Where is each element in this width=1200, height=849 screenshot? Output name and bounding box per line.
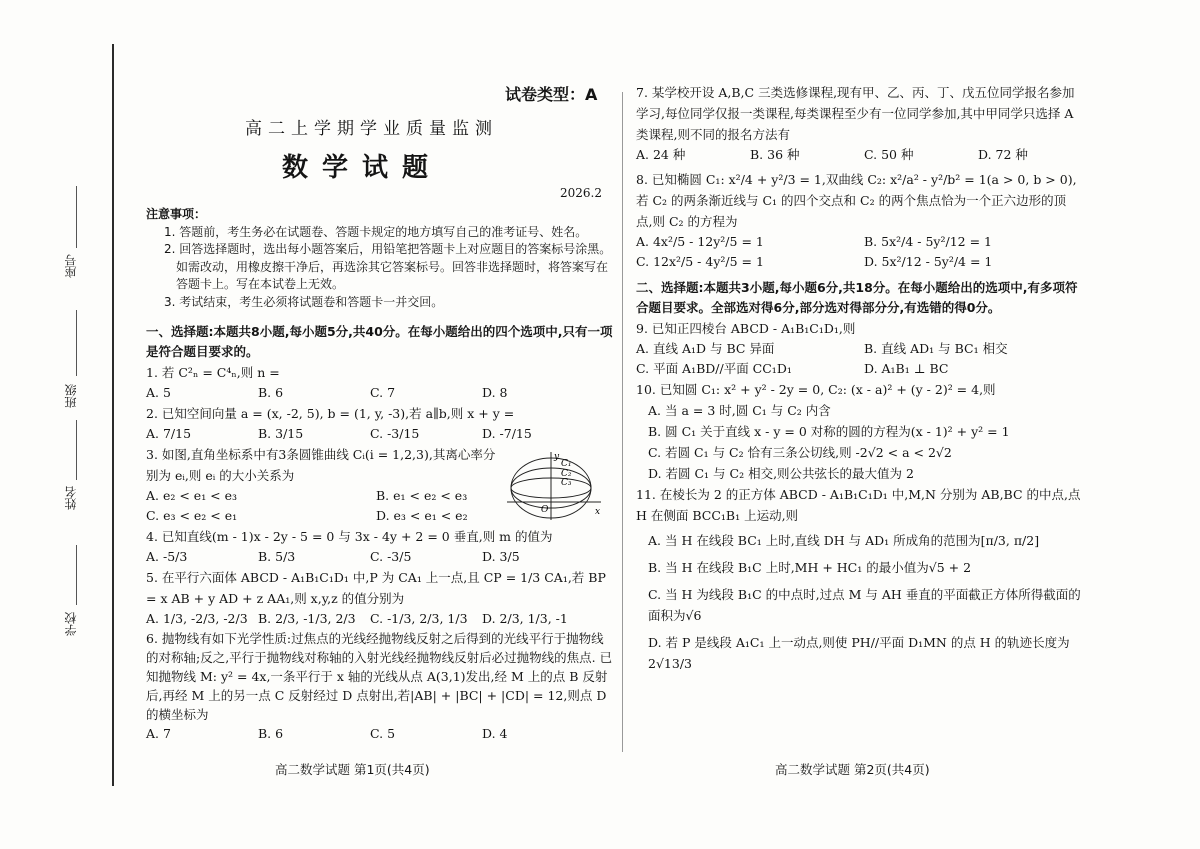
question-5-options	[146, 609, 616, 629]
option: C. -3/15	[370, 426, 420, 441]
option: D. 2/3, 1/3, -1	[482, 611, 568, 626]
option: C. 7	[370, 385, 396, 400]
notes-block	[146, 206, 616, 311]
right-column	[636, 82, 1082, 674]
binding-line	[112, 44, 114, 786]
label-x: x	[595, 507, 601, 517]
option: D. e₃ < e₁ < e₂	[376, 508, 468, 523]
question-4: 4. 已知直线(m - 1)x - 2y - 5 = 0 与 3x - 4y + 2 = 0 垂直,则 m 的值为	[146, 529, 553, 544]
option: C. 12x²/5 - 4y²/5 = 1	[636, 254, 764, 269]
footer-page-2: 高二数学试题 第2页(共4页)	[775, 762, 930, 777]
option: D. 3/5	[482, 549, 520, 564]
side-rule-school	[76, 545, 77, 605]
option: B. 36 种	[750, 147, 800, 162]
side-rule-class	[76, 310, 77, 376]
question-9: 9. 已知正四棱台 ABCD - A₁B₁C₁D₁,则	[636, 321, 856, 336]
side-rule-name	[76, 420, 77, 480]
option: D. 若圆 C₁ 与 C₂ 相交,则公共弦长的最大值为 2	[648, 466, 914, 481]
section-1-heading: 一、选择题:本题共8小题,每小题5分,共40分。在每小题给出的四个选项中,只有一项是符合题目要求的。	[146, 324, 613, 359]
option: B. 3/15	[258, 426, 304, 441]
notes-heading: 注意事项：	[146, 207, 207, 221]
exam-title: 高二上学期学业质量监测	[245, 119, 498, 139]
question-11: 11. 在棱长为 2 的正方体 ABCD - A₁B₁C₁D₁ 中,M,N 分别为 AB,BC 的中点,点 H 在侧面 BCC₁B₁ 上运动,则	[636, 487, 1081, 523]
option: A. 7/15	[146, 426, 192, 441]
question-5: 5. 在平行六面体 ABCD - A₁B₁C₁D₁ 中,P 为 CA₁ 上一点,且 CP = 1/3 CA₁,若 BP = x AB + y AD + z AA₁,则 x,y,z 的值分别为	[146, 570, 606, 606]
option: D. 4	[482, 726, 508, 741]
option: B. 5x²/4 - 5y²/12 = 1	[864, 234, 992, 249]
subject-title: 数学试题	[282, 153, 443, 183]
label-c2: C₂	[561, 469, 572, 479]
left-column	[146, 322, 616, 744]
side-label-name: 姓名	[64, 486, 78, 510]
option: B. 6	[258, 726, 284, 741]
option: C. e₃ < e₂ < e₁	[146, 508, 238, 523]
question-1-options	[146, 383, 616, 403]
question-1: 1. 若 C²ₙ = C⁴ₙ,则 n =	[146, 365, 280, 380]
option: B. 圆 C₁ 关于直线 x - y = 0 对称的圆的方程为(x - 1)² + y² = 1	[648, 424, 1010, 439]
option: A. 5	[146, 385, 171, 400]
side-label-seat: 座号	[64, 254, 78, 278]
conic-figure	[505, 450, 605, 522]
option: A. 24 种	[636, 147, 686, 162]
side-rule-seat	[76, 186, 77, 248]
question-9-options	[636, 339, 1082, 379]
question-2-options	[146, 424, 616, 444]
label-c3: C₃	[561, 478, 572, 488]
option: A. 直线 A₁D 与 BC 异面	[636, 341, 775, 356]
option: B. 2/3, -1/3, 2/3	[258, 611, 356, 626]
option: A. 1/3, -2/3, -2/3	[146, 611, 248, 626]
option: D. 5x²/12 - 5y²/4 = 1	[864, 254, 993, 269]
question-10: 10. 已知圆 C₁: x² + y² - 2y = 0, C₂: (x - a)² + (y - 2)² = 4,则	[636, 382, 996, 397]
option: A. 4x²/5 - 12y²/5 = 1	[636, 234, 764, 249]
option: B. e₁ < e₂ < e₃	[376, 488, 468, 503]
option: B. 5/3	[258, 549, 296, 564]
column-divider	[622, 92, 623, 752]
paper-type: 试卷类型：A	[505, 85, 598, 104]
option: C. 50 种	[864, 147, 914, 162]
question-7: 7. 某学校开设 A,B,C 三类选修课程,现有甲、乙、丙、丁、戊五位同学报名参加学习,每位同学仅报一类课程,每类课程至少有一位同学参加,其中甲同学只选择 A 类课程,则不同的报名方法有	[636, 85, 1075, 142]
note-item: 3. 考试结束，考生必须将试题卷和答题卡一并交回。	[164, 294, 444, 309]
question-7-options	[636, 145, 1082, 165]
option: B. 6	[258, 385, 284, 400]
question-4-options	[146, 547, 616, 567]
option: B. 当 H 在线段 B₁C 上时,MH + HC₁ 的最小值为√5 + 2	[648, 560, 972, 575]
option: A. -5/3	[146, 549, 188, 564]
option: C. -3/5	[370, 549, 412, 564]
question-6-options	[146, 724, 616, 744]
option: B. 直线 AD₁ 与 BC₁ 相交	[864, 341, 1008, 356]
option: C. 5	[370, 726, 396, 741]
option: A. e₂ < e₁ < e₃	[146, 488, 238, 503]
label-origin: O	[541, 505, 549, 515]
section-2-heading: 二、选择题:本题共3小题,每小题6分,共18分。在每小题给出的选项中,有多项符合题目要求。全部选对得6分,部分选对得部分分,有选错的得0分。	[636, 280, 1078, 315]
question-3-options	[146, 486, 501, 526]
side-label-class: 班级	[64, 384, 78, 408]
question-2: 2. 已知空间向量 a = (x, -2, 5), b = (1, y, -3),若 a∥b,则 x + y =	[146, 406, 515, 421]
option: D. 8	[482, 385, 508, 400]
note-item: 1. 答题前，考生务必在试题卷、答题卡规定的地方填写自己的准考证号、姓名。	[164, 224, 588, 239]
exam-date: 2026.2	[560, 186, 602, 200]
option: C. -1/3, 2/3, 1/3	[370, 611, 468, 626]
label-c1: C₁	[561, 459, 572, 469]
side-label-school: 学校	[64, 612, 78, 636]
question-8-options	[636, 232, 1082, 272]
question-6: 6. 抛物线有如下光学性质:过焦点的光线经抛物线反射之后得到的光线平行于抛物线的对称轴;反之,平行于抛物线对称轴的入射光线经抛物线反射后必过抛物线的焦点. 已知抛物线 M: y² = 4x,一条平行于 x 轴的光线从点 A(3,1)发出,经 M 上的点 B 反射后,再经 M 上的另一点 C 反射经过 D 点射出,若|AB| + |BC| + |CD| = 12,则点 D 的横坐标为	[146, 631, 613, 722]
option: A. 当 a = 3 时,圆 C₁ 与 C₂ 内含	[648, 403, 831, 418]
option: D. 若 P 是线段 A₁C₁ 上一动点,则使 PH//平面 D₁MN 的点 H 的轨迹长度为 2√13/3	[648, 635, 1070, 671]
question-3: 3. 如图,直角坐标系中有3条圆锥曲线 Cᵢ(i = 1,2,3),其离心率分别为 eᵢ,则 eᵢ 的大小关系为	[146, 447, 496, 483]
option: D. A₁B₁ ⊥ BC	[864, 361, 949, 376]
footer-page-1: 高二数学试题 第1页(共4页)	[275, 762, 430, 777]
question-8: 8. 已知椭圆 C₁: x²/4 + y²/3 = 1,双曲线 C₂: x²/a² - y²/b² = 1(a > 0, b > 0),若 C₂ 的两条渐近线与 C₁ 的四个交点和 C₂ 的两个焦点恰为一个正六边形的顶点,则 C₂ 的方程为	[636, 172, 1077, 229]
option: A. 7	[146, 726, 171, 741]
option: C. 当 H 为线段 B₁C 的中点时,过点 M 与 AH 垂直的平面截正方体所得截面的面积为√6	[648, 587, 1081, 623]
option: A. 当 H 在线段 BC₁ 上时,直线 DH 与 AD₁ 所成角的范围为[π/3, π/2]	[648, 533, 1040, 548]
note-item: 2. 回答选择题时，选出每小题答案后，用铅笔把答题卡上对应题目的答案标号涂黑。如需改动，用橡皮擦干净后，再选涂其它答案标号。回答非选择题时，将答案写在答题卡上。写在本试卷上无效。	[164, 242, 612, 291]
option: C. 若圆 C₁ 与 C₂ 恰有三条公切线,则 -2√2 < a < 2√2	[648, 445, 952, 460]
option: D. 72 种	[978, 147, 1028, 162]
option: D. -7/15	[482, 426, 532, 441]
option: C. 平面 A₁BD//平面 CC₁D₁	[636, 361, 792, 376]
label-y: y	[554, 452, 560, 462]
